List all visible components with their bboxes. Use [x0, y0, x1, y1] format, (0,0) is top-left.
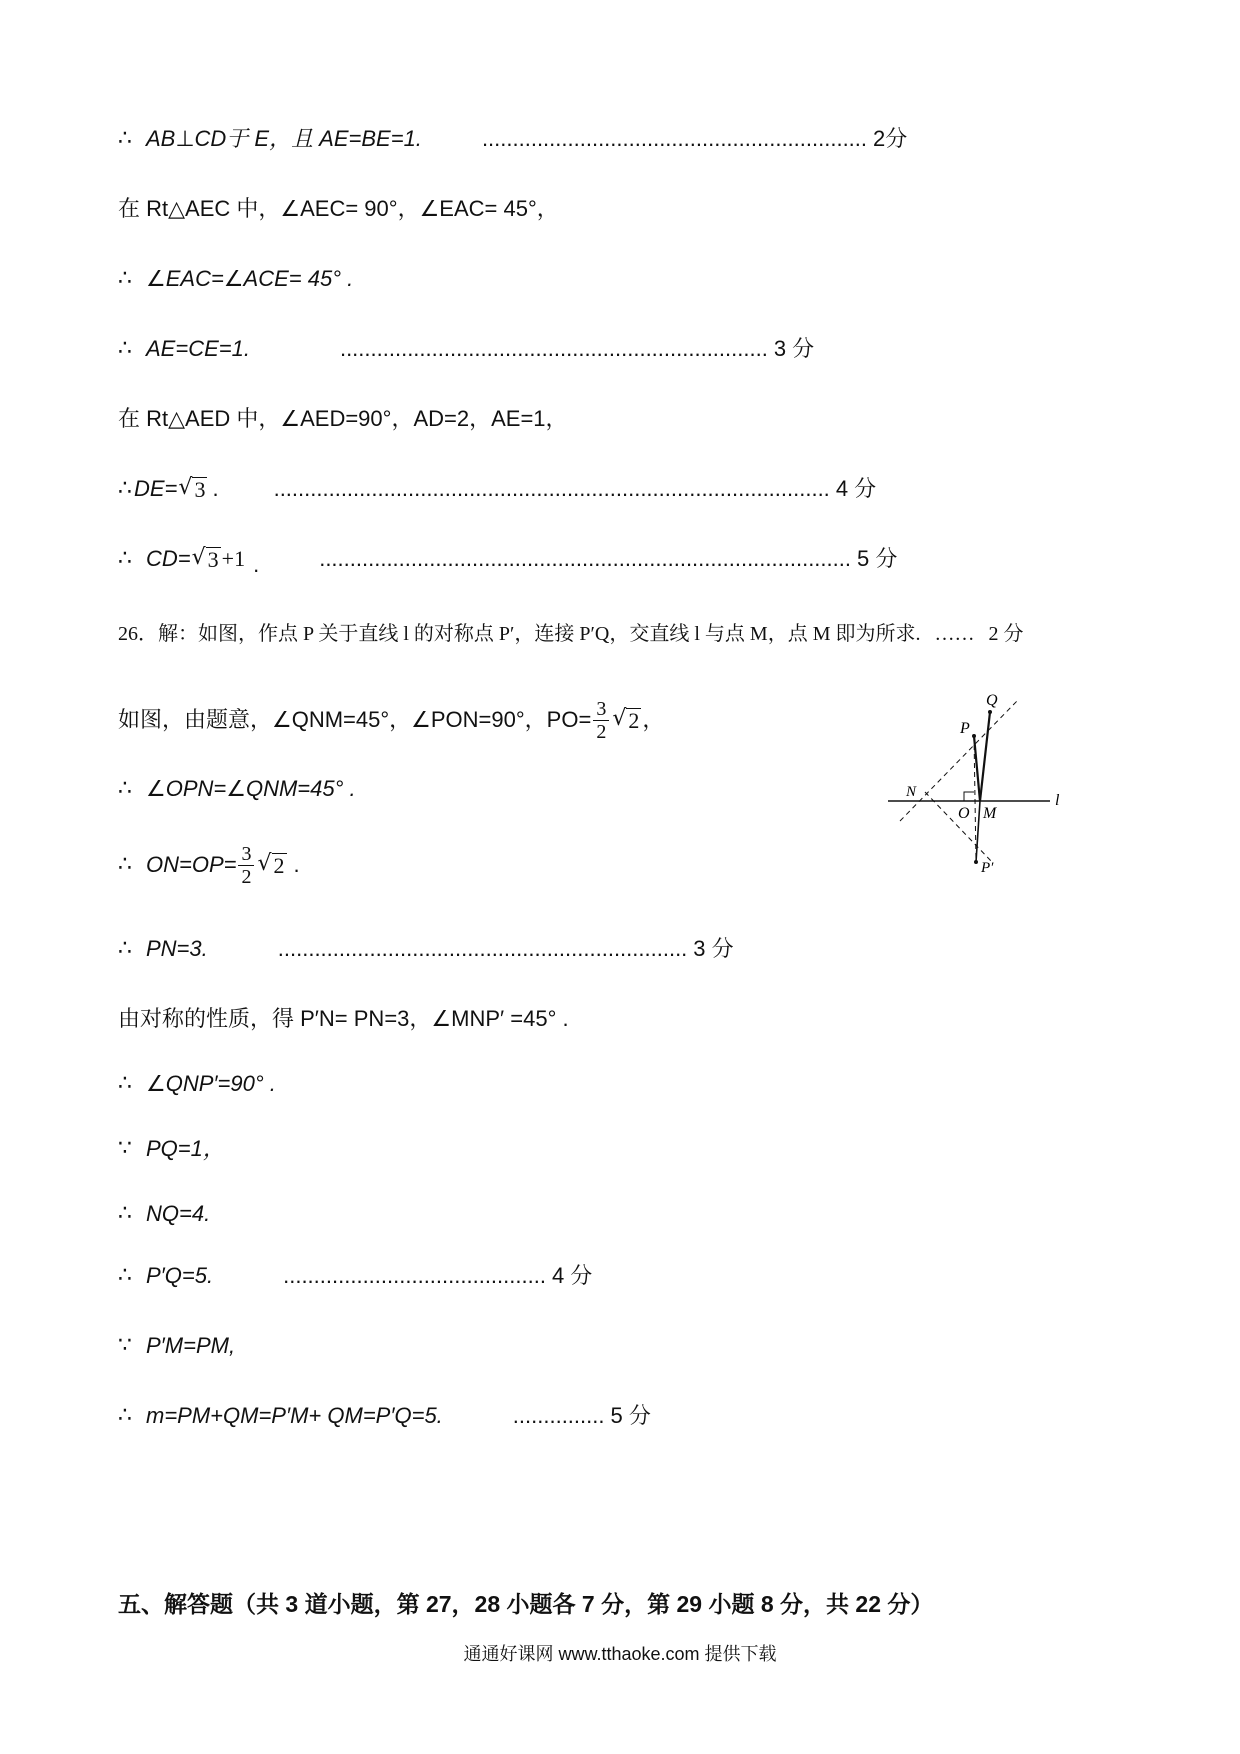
line-15 — [118, 1125, 225, 1173]
numerator: 3 — [593, 698, 609, 721]
line-8 — [118, 610, 1024, 658]
line-text: P′Q=5. — [146, 1263, 214, 1288]
square-root: √ 3 — [178, 474, 206, 502]
radicand: 2 — [273, 852, 285, 878]
right-angle-mark — [964, 792, 974, 801]
label-n: N — [906, 784, 917, 800]
line-14 — [118, 1060, 276, 1108]
line-text: AB⊥CD于 E，且 AE=BE=1. — [146, 126, 422, 151]
denominator: 2 — [596, 720, 607, 743]
score-label: 4 分 — [551, 1263, 593, 1288]
section-heading: 五、解答题（共 3 道小题，第 27，28 小题各 7 分，第 29 小题 8 分，共 22 分） — [118, 1590, 934, 1617]
therefore-symbol: ∴ — [118, 336, 132, 361]
line-text: 在 Rt△AEC 中，∠AEC= 90°，∠EAC= 45°， — [118, 196, 559, 221]
line-5 — [118, 395, 568, 443]
score-label: 4 分 — [835, 476, 877, 501]
therefore-symbol: ∴ — [118, 126, 132, 151]
because-symbol: ∵ — [118, 1333, 132, 1358]
label-p: P — [960, 720, 970, 737]
score-leader-dots: ........................................... — [283, 1263, 546, 1288]
segment-mp-prime — [976, 801, 980, 862]
label-m: M — [983, 805, 997, 822]
therefore-symbol: ∴ — [118, 546, 132, 571]
line-text: P′M=PM, — [146, 1333, 236, 1358]
line-4 — [118, 325, 814, 373]
line-text: AE=CE=1. — [146, 336, 250, 361]
line-text: ∠EAC=∠ACE= 45° . — [146, 266, 354, 291]
therefore-symbol: ∴ — [118, 1071, 132, 1096]
label-l: l — [1055, 792, 1060, 809]
score-label: 5 分 — [610, 1403, 651, 1428]
line-text: m=PM+QM=P′M+ QM=P′Q=5. — [146, 1403, 443, 1428]
radicand: 3 — [207, 546, 219, 572]
therefore-symbol: ∴ — [118, 476, 132, 501]
line-end: . — [212, 476, 219, 501]
score-label: 2 分 — [988, 623, 1024, 645]
fraction — [238, 843, 254, 888]
score-leader-dots: ....................................................................................... — [319, 546, 851, 571]
dashed-line-nq — [900, 700, 1018, 821]
page-footer: 通通好课网 www.tthaoke.com 提供下载 — [463, 1644, 777, 1664]
geometry-diagram — [880, 690, 1080, 880]
square-root: √ 2 — [257, 850, 285, 878]
numerator: 3 — [238, 843, 254, 866]
line-10 — [118, 765, 356, 813]
denominator: 2 — [241, 865, 252, 888]
score-leader-dots: ............................................................... — [481, 126, 868, 151]
line-text: NQ=4. — [146, 1201, 211, 1226]
score-label: 5 分 — [856, 546, 898, 571]
line-text: ∠QNP′=90° . — [146, 1071, 276, 1096]
line-text: ∠OPN=∠QNM=45° . — [146, 776, 356, 801]
point-p-prime — [974, 860, 978, 864]
score-leader-dots: ...................................................................... — [339, 336, 768, 361]
line-text: 26．解：如图，作点 P 关于直线 l 的对称点 P′，连接 P′Q，交直线 l 与点 M，点 M 即为所求. — [118, 623, 921, 645]
line-text: 在 Rt△AED 中，∠AED=90°，AD=2，AE=1， — [118, 406, 568, 431]
line-19 — [118, 1392, 651, 1440]
line-text: DE= — [134, 476, 178, 501]
segment-qm — [980, 712, 990, 801]
line-2 — [118, 185, 559, 233]
score-leader-dots: ........................................................................................... — [273, 476, 830, 501]
line-7 — [118, 535, 897, 583]
line-1 — [118, 115, 907, 163]
plus-one: +1 — [221, 546, 246, 571]
square-root: √ 3 — [191, 544, 219, 572]
line-text: PN=3. — [146, 936, 208, 961]
score-leader-dots: ............... — [512, 1403, 605, 1428]
radicand: 2 — [628, 707, 640, 733]
line-13 — [118, 995, 569, 1043]
score-label: 3 分 — [693, 936, 734, 961]
line-end: ， — [642, 707, 665, 732]
line-9 — [118, 685, 664, 755]
line-3 — [118, 255, 353, 303]
line-11 — [118, 830, 300, 900]
radicand: 3 — [194, 476, 206, 502]
score-label: 2分 — [873, 126, 908, 151]
line-17 — [118, 1252, 592, 1300]
score-leader-dots: ................................................................... — [277, 936, 688, 961]
line-18 — [118, 1322, 235, 1370]
line-6 — [118, 465, 876, 513]
line-text: CD= — [146, 546, 191, 571]
line-end: . — [253, 552, 260, 577]
therefore-symbol: ∴ — [118, 936, 132, 961]
fraction — [593, 698, 609, 743]
square-root: √ 2 — [612, 705, 640, 733]
therefore-symbol: ∴ — [118, 776, 132, 801]
line-16 — [118, 1190, 210, 1238]
line-text: 由对称的性质，得 P′N= PN=3，∠MNP′ =45° . — [118, 1006, 569, 1031]
line-12 — [118, 925, 734, 973]
point-p — [972, 734, 976, 738]
score-leader-dots: …… — [934, 623, 975, 645]
label-p-prime: P′ — [981, 860, 994, 876]
label-o: O — [958, 805, 970, 822]
dashed-line-np-prime — [925, 792, 992, 862]
because-symbol: ∵ — [118, 1136, 132, 1161]
line-text: 如图，由题意，∠QNM=45°，∠PON=90°，PO= — [118, 707, 592, 732]
therefore-symbol: ∴ — [118, 266, 132, 291]
therefore-symbol: ∴ — [118, 1201, 132, 1226]
label-q: Q — [986, 692, 998, 709]
line-text: ON=OP= — [146, 852, 237, 877]
line-end: . — [293, 852, 300, 877]
point-q — [988, 710, 992, 714]
therefore-symbol: ∴ — [118, 852, 132, 877]
score-label: 3 分 — [773, 336, 815, 361]
therefore-symbol: ∴ — [118, 1403, 132, 1428]
line-text: PQ=1， — [146, 1136, 225, 1161]
therefore-symbol: ∴ — [118, 1263, 132, 1288]
